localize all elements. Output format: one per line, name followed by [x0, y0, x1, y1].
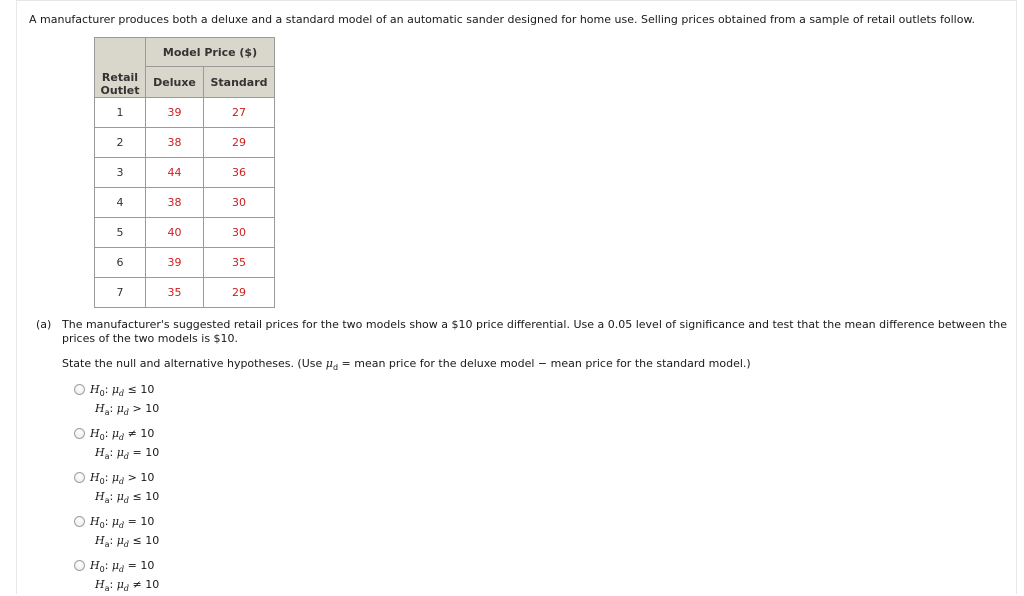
price-table — [94, 37, 275, 308]
alternative-hypothesis: $H_a$: $\mu_d \le 10$ — [95, 534, 160, 549]
table-row — [95, 128, 275, 158]
radio-button[interactable] — [74, 516, 85, 527]
part-a-label: (a) — [36, 318, 52, 331]
deluxe-cell: 38 — [146, 188, 204, 218]
standard-cell: 36 — [204, 158, 275, 188]
problem-intro: A manufacturer produces both a deluxe and a standard model of an automatic sander designed for home use. Selling prices obtained from a sample of retail outlets follow. — [29, 13, 975, 26]
outlet-header — [95, 38, 146, 98]
deluxe-cell: 38 — [146, 128, 204, 158]
option-4[interactable] — [74, 512, 214, 552]
standard-cell: 35 — [204, 248, 275, 278]
radio-button[interactable] — [74, 384, 85, 395]
option-3[interactable] — [74, 468, 214, 508]
deluxe-cell: 44 — [146, 158, 204, 188]
null-hypothesis: $H_0$: $\mu_d \ne 10$ — [90, 427, 155, 442]
radio-button[interactable] — [74, 472, 85, 483]
null-hypothesis: $H_0$: $\mu_d > 10$ — [90, 471, 155, 486]
null-hypothesis: $H_0$: $\mu_d = 10$ — [90, 559, 155, 574]
top-border — [16, 0, 1016, 1]
table-row — [95, 158, 275, 188]
deluxe-cell: 39 — [146, 98, 204, 128]
outlet-cell: 4 — [95, 188, 146, 218]
alternative-hypothesis: $H_a$: $\mu_d > 10$ — [95, 402, 160, 417]
standard-cell: 30 — [204, 218, 275, 248]
deluxe-cell: 39 — [146, 248, 204, 278]
table-row — [95, 98, 275, 128]
left-frame — [16, 0, 17, 594]
option-1[interactable] — [74, 380, 214, 420]
radio-button[interactable] — [74, 560, 85, 571]
outlet-header-line2: Outlet — [100, 84, 140, 97]
instruction-prefix: State the null and alternative hypotheses. (Use — [62, 357, 323, 370]
table-row — [95, 248, 275, 278]
deluxe-cell: 40 — [146, 218, 204, 248]
table-row — [95, 218, 275, 248]
alternative-hypothesis: $H_a$: $\mu_d = 10$ — [95, 446, 160, 461]
right-frame — [1016, 0, 1017, 594]
outlet-cell: 2 — [95, 128, 146, 158]
standard-cell: 27 — [204, 98, 275, 128]
outlet-cell: 1 — [95, 98, 146, 128]
option-5[interactable] — [74, 556, 214, 596]
table-row — [95, 278, 275, 308]
radio-button[interactable] — [74, 428, 85, 439]
alternative-hypothesis: $H_a$: $\mu_d \le 10$ — [95, 490, 160, 505]
standard-cell: 29 — [204, 278, 275, 308]
model-price-header: Model Price ($) — [146, 38, 275, 67]
instruction-suffix: = mean price for the deluxe model − mean price for the standard model.) — [341, 357, 751, 370]
outlet-cell: 3 — [95, 158, 146, 188]
outlet-header-line1: Retail — [101, 71, 139, 84]
part-a-text: The manufacturer's suggested retail prices for the two models show a $10 price differential. Use a 0.05 level of significance and test that the mean difference between the prices of the two models is $10. — [62, 318, 1007, 345]
standard-header: Standard — [204, 67, 275, 98]
mu-subscript: d — [332, 363, 339, 372]
deluxe-cell: 35 — [146, 278, 204, 308]
hypotheses-instruction — [62, 357, 751, 372]
deluxe-header: Deluxe — [146, 67, 204, 98]
outlet-cell: 5 — [95, 218, 146, 248]
standard-cell: 30 — [204, 188, 275, 218]
null-hypothesis: $H_0$: $\mu_d \le 10$ — [90, 383, 155, 398]
standard-cell: 29 — [204, 128, 275, 158]
table-row — [95, 188, 275, 218]
null-hypothesis: $H_0$: $\mu_d = 10$ — [90, 515, 155, 530]
option-2[interactable] — [74, 424, 214, 464]
outlet-cell: 6 — [95, 248, 146, 278]
outlet-cell: 7 — [95, 278, 146, 308]
alternative-hypothesis: $H_a$: $\mu_d \ne 10$ — [95, 578, 160, 593]
mu-symbol: μ — [325, 357, 333, 370]
